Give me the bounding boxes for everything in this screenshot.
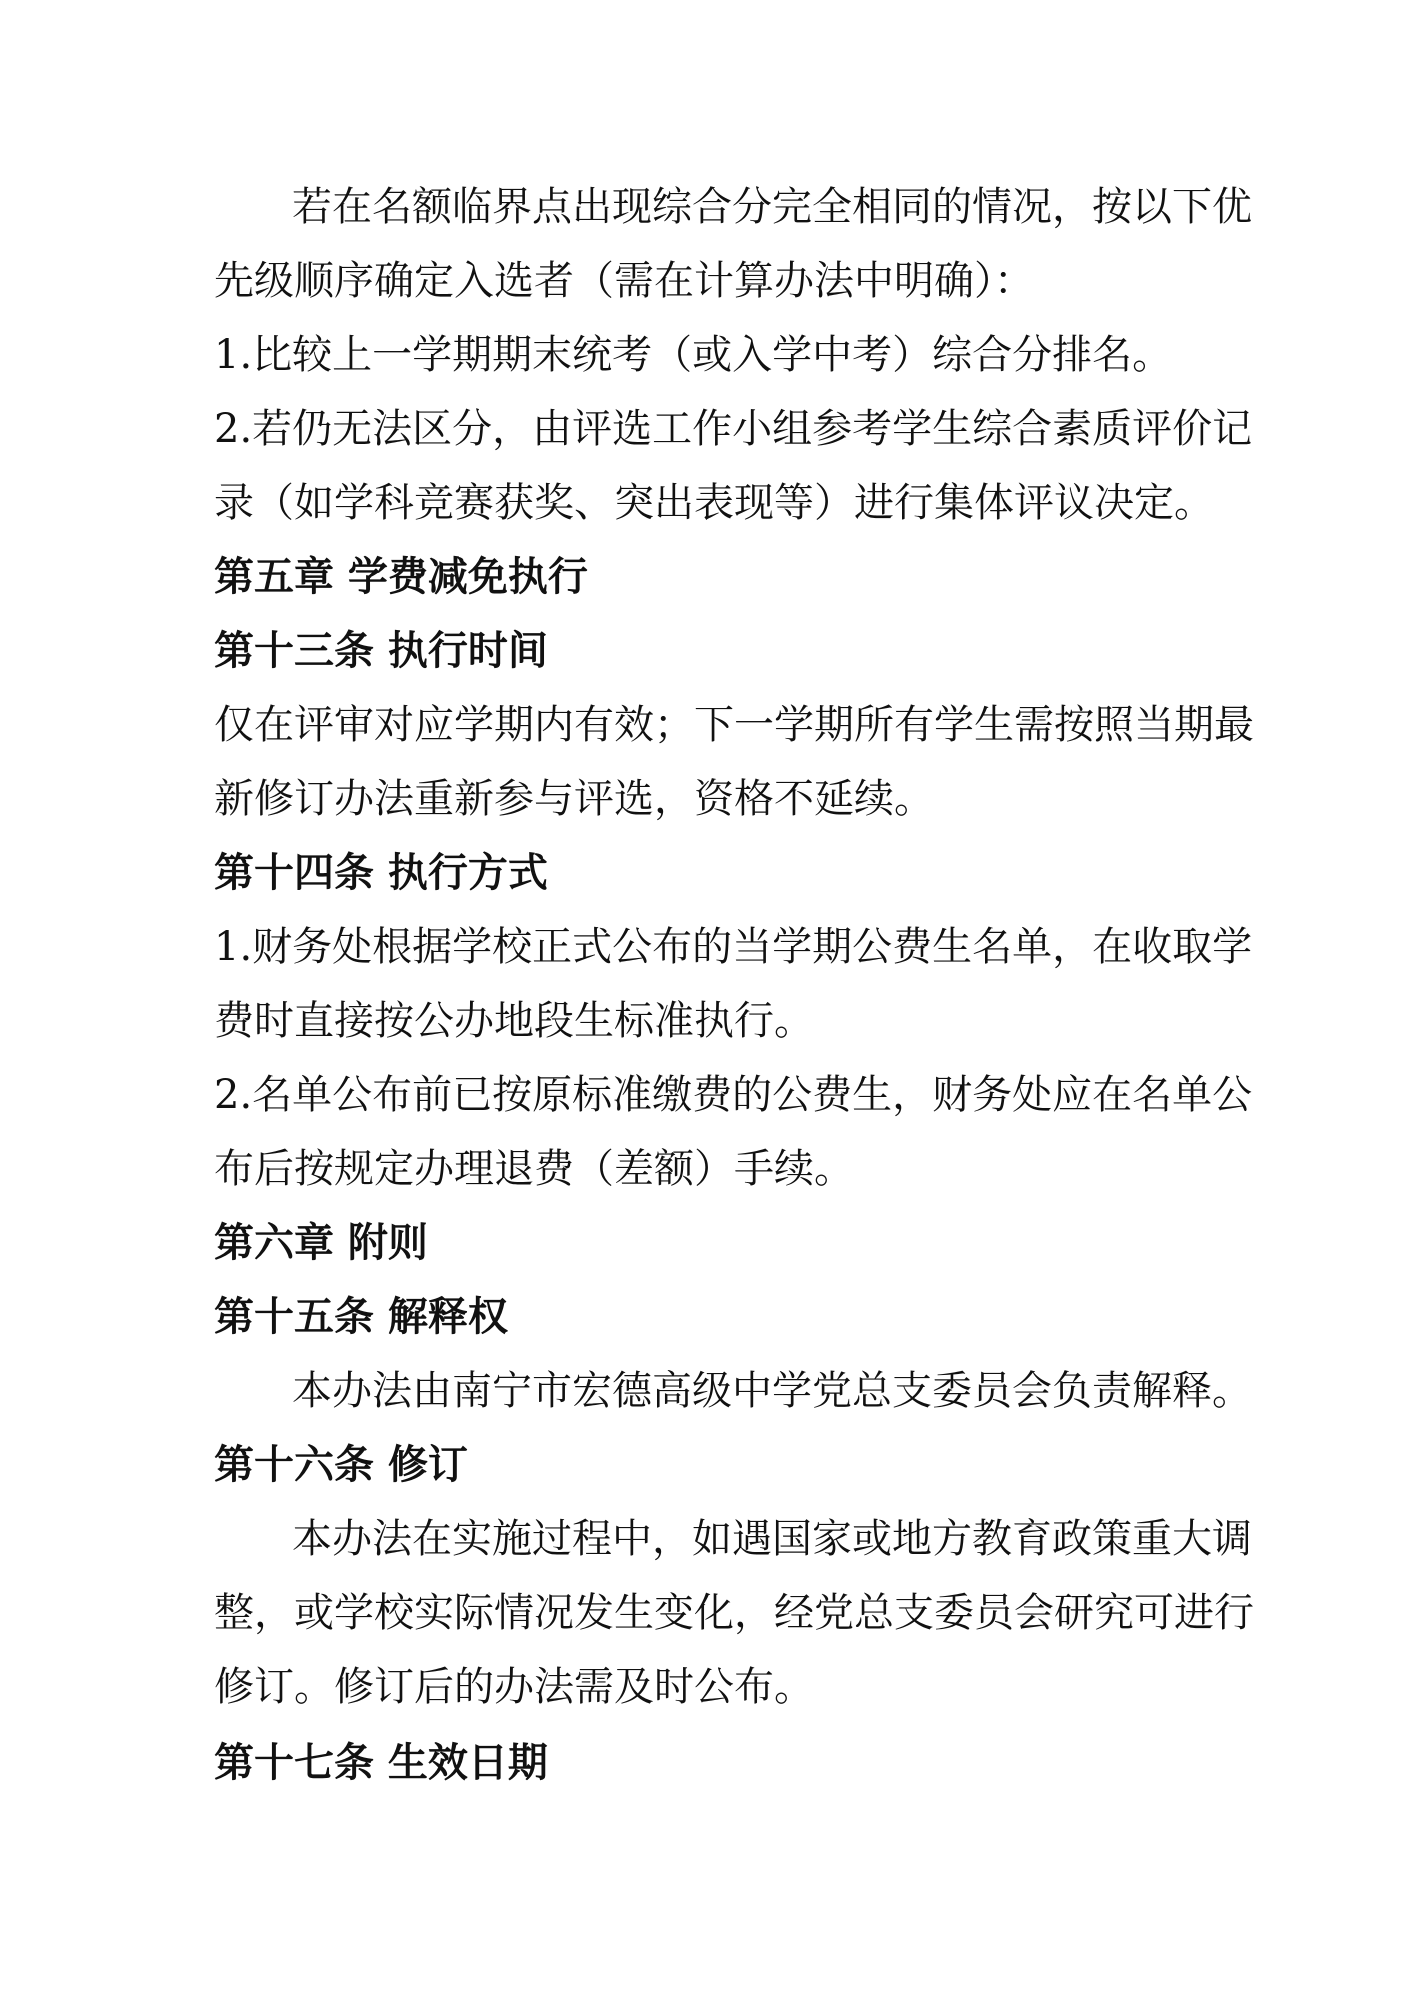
paragraph-line: 费时直接按公办地段生标准执行。 [214,998,814,1044]
list-item-line: 2.名单公布前已按原标准缴费的公费生，财务处应在名单公 [214,1072,1253,1118]
article-heading: 第十四条 执行方式 [214,850,548,896]
paragraph-line: 本办法由南宁市宏德高级中学党总支委员会负责解释。 [292,1368,1252,1414]
paragraph-line: 先级顺序确定入选者（需在计算办法中明确）： [214,258,1034,304]
paragraph-line: 录（如学科竞赛获奖、突出表现等）进行集体评议决定。 [214,480,1214,526]
article-heading: 第十五条 解释权 [214,1294,508,1340]
paragraph-line: 修订。修订后的办法需及时公布。 [214,1664,814,1710]
chapter-heading: 第六章 附则 [214,1220,428,1266]
list-item-line: 1.财务处根据学校正式公布的当学期公费生名单，在收取学 [214,924,1253,970]
paragraph-line: 布后按规定办理退费（差额）手续。 [214,1146,854,1192]
article-heading: 第十七条 生效日期 [214,1740,548,1786]
article-heading: 第十六条 修订 [214,1442,468,1488]
paragraph-line: 仅在评审对应学期内有效；下一学期所有学生需按照当期最 [214,702,1254,748]
article-heading: 第十三条 执行时间 [214,628,548,674]
paragraph-line: 本办法在实施过程中，如遇国家或地方教育政策重大调 [292,1516,1252,1562]
list-item-line: 2.若仍无法区分，由评选工作小组参考学生综合素质评价记 [214,406,1253,452]
list-item-line: 1.比较上一学期期末统考（或入学中考）综合分排名。 [214,332,1173,378]
paragraph-line: 整，或学校实际情况发生变化，经党总支委员会研究可进行 [214,1590,1254,1636]
chapter-heading: 第五章 学费减免执行 [214,554,588,600]
paragraph-line: 若在名额临界点出现综合分完全相同的情况，按以下优 [292,184,1252,230]
paragraph-line: 新修订办法重新参与评选，资格不延续。 [214,776,934,822]
